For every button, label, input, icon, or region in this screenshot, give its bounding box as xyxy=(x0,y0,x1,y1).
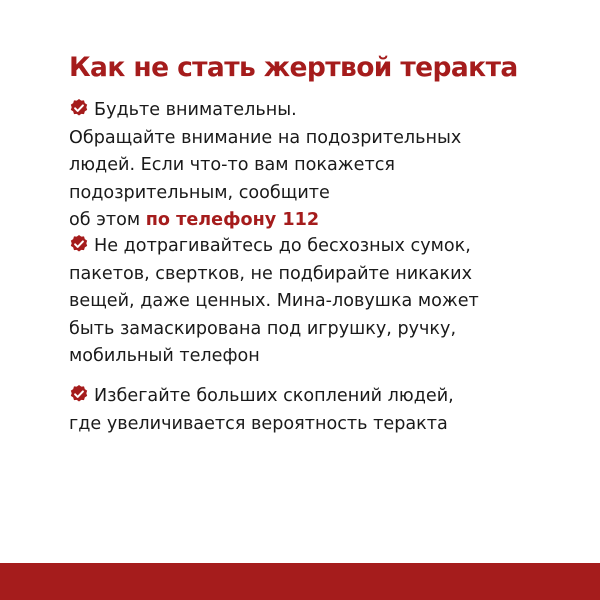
tip-line: подозрительным, сообщите xyxy=(69,182,330,203)
tip-line: где увеличивается вероятность теракта xyxy=(69,413,448,434)
tip-line: Обращайте внимание на подозрительных xyxy=(69,127,462,148)
phone-highlight: по телефону 112 xyxy=(145,210,320,231)
page-title: Как не стать жертвой теракта xyxy=(69,52,518,83)
tip-line: об этом по телефону 112 xyxy=(69,210,320,231)
tip-block-unattended-items xyxy=(69,233,589,371)
tip-line: быть замаскирована под игрушку, ручку, xyxy=(69,318,457,339)
tip-line: мобильный телефон xyxy=(69,346,260,367)
tip-line: Избегайте больших скоплений людей, xyxy=(69,383,589,411)
check-badge-icon xyxy=(69,98,89,118)
tip-block-crowds xyxy=(69,383,589,438)
check-badge-icon xyxy=(69,384,89,404)
tip-line: Не дотрагивайтесь до бесхозных сумок, xyxy=(69,233,589,261)
footer-bar xyxy=(0,563,600,600)
tip-line: Будьте внимательны. xyxy=(69,97,589,125)
tip-line: вещей, даже ценных. Мина-ловушка может xyxy=(69,291,479,312)
tip-line: людей. Если что-то вам покажется xyxy=(69,155,395,176)
tip-line: пакетов, свертков, не подбирайте никаких xyxy=(69,263,473,284)
check-badge-icon xyxy=(69,234,89,254)
tip-block-attention xyxy=(69,97,589,235)
